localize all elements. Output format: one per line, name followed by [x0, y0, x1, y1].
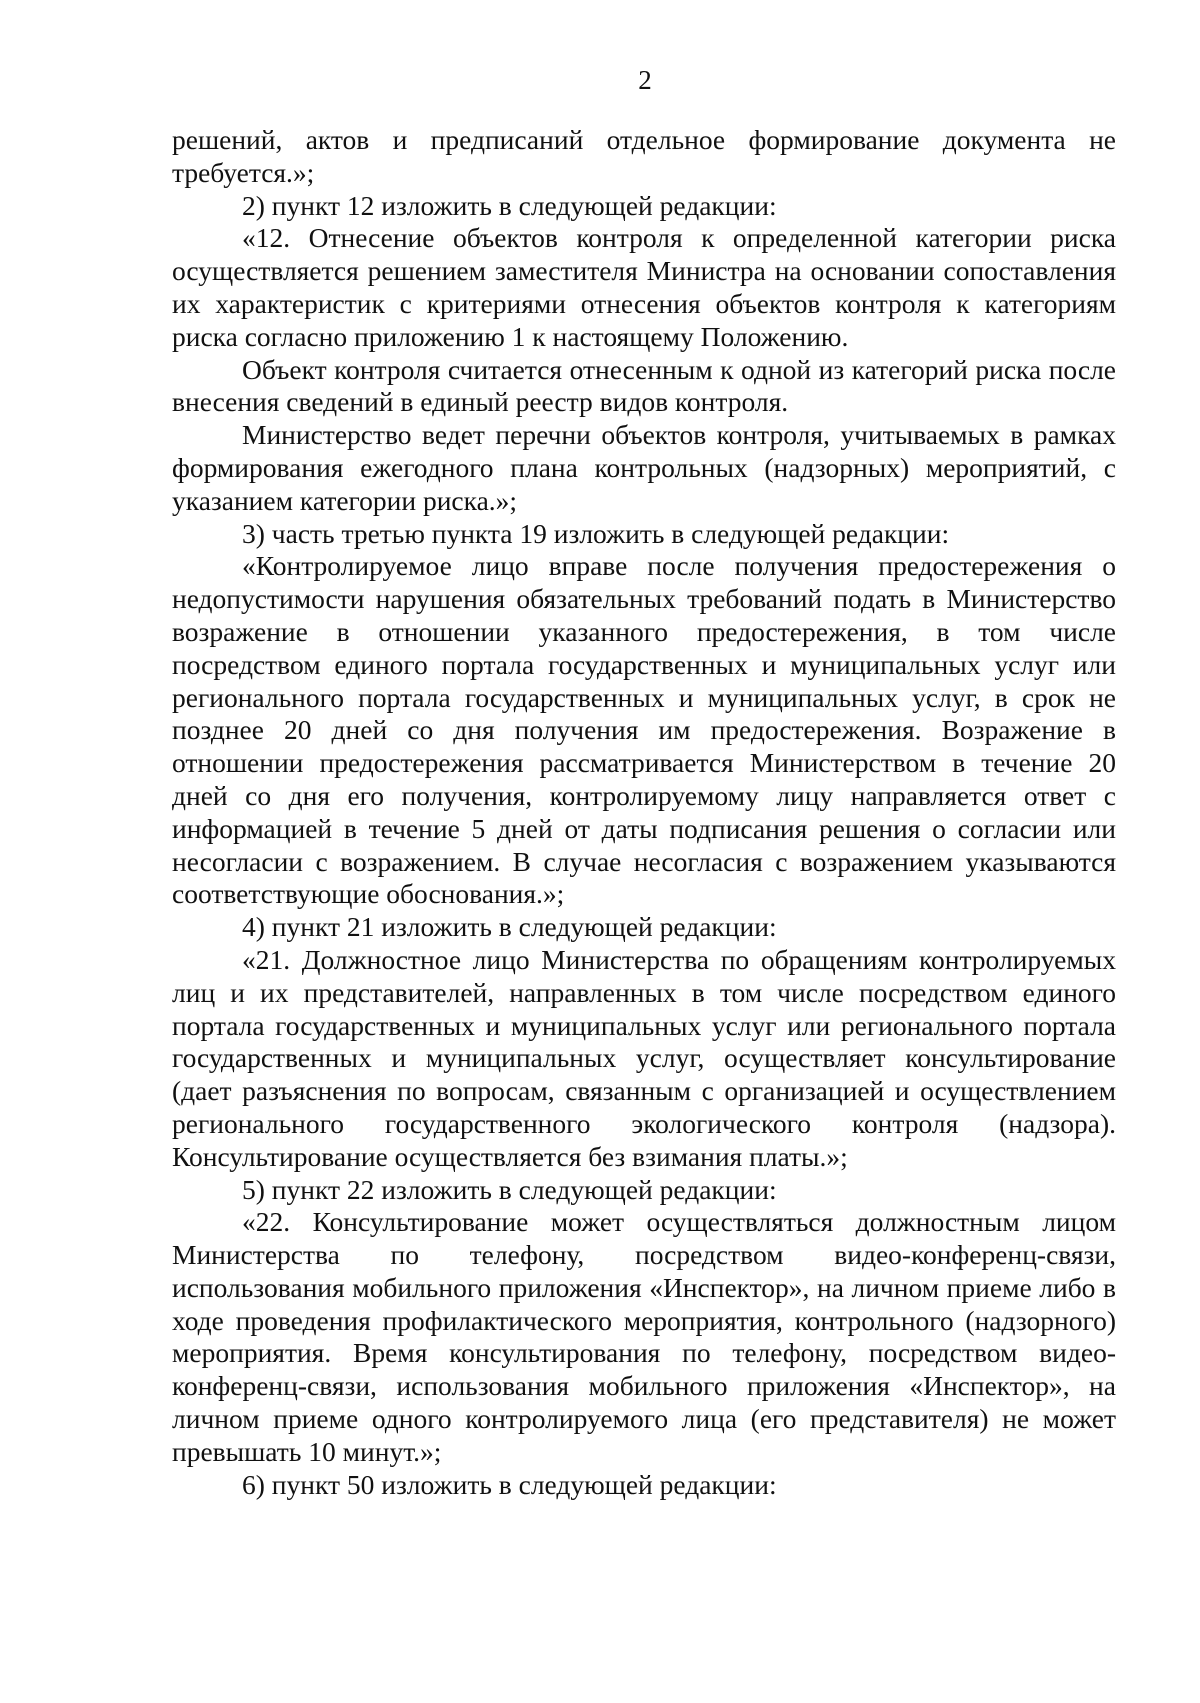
paragraph: 2) пункт 12 изложить в следующей редакции:: [242, 189, 777, 221]
paragraph: 4) пункт 21 изложить в следующей редакции:: [242, 911, 777, 943]
paragraph: «22. Консультирование может осуществляться должностным лицом Министерства по телефону, посредством видео-конференц-связи, использования мобильного приложения «Инспектор», на личном приеме либо в ходе проведения профилактического мероприятия, контрольного (надзорного) мероприятия. Время консультирования по телефону, посредством видео-конференц-связи, использования мобильного приложения «Инспектор», на личном приеме одного контролируемого лица (его представителя) не может превышать 10 минут.»;: [172, 1206, 1116, 1467]
paragraph: «Контролируемое лицо вправе после получения предостережения о недопустимости нарушения обязательных требований подать в Министерство возражение в отношении указанного предостережения, в том числе посредством единого портала государственных и муниципальных услуг или регионального портала государственных и муниципальных услуг, в срок не позднее 20 дней со дня получения им предостережения. Возражение в отношении предостережения рассматривается Министерством в течение 20 дней со дня его получения, контролируемому лицу направляется ответ с информацией в течение 5 дней от даты подписания решения о согласии или несогласии с возражением. В случае несогласия с возражением указываются соответствующие обоснования.»;: [172, 550, 1116, 910]
paragraph: 6) пункт 50 изложить в следующей редакции:: [242, 1468, 777, 1500]
paragraph: Министерство ведет перечни объектов контроля, учитываемых в рамках формирования ежегодного плана контрольных (надзорных) мероприятий, с указанием категории риска.»;: [172, 419, 1116, 516]
paragraph: 3) часть третью пункта 19 изложить в следующей редакции:: [242, 517, 950, 549]
page-number: 2: [638, 65, 652, 95]
paragraph: «21. Должностное лицо Министерства по обращениям контролируемых лиц и их представителей, направленных в том числе посредством единого портала государственных и муниципальных услуг или регионального портала государственных и муниципальных услуг, осуществляет консультирование (дает разъяснения по вопросам, связанным с организацией и осуществлением регионального государственного экологического контроля (надзора). Консультирование осуществляется без взимания платы.»;: [172, 943, 1116, 1172]
paragraph: решений, актов и предписаний отдельное формирование документа не требуется.»;: [172, 124, 1116, 188]
paragraph: «12. Отнесение объектов контроля к определенной категории риска осуществляется решением заместителя Министра на основании сопоставления их характеристик с критериями отнесения объектов контроля к категориям риска согласно приложению 1 к настоящему Положению.: [172, 222, 1116, 352]
paragraph: Объект контроля считается отнесенным к одной из категорий риска после внесения сведений в единый реестр видов контроля.: [172, 353, 1116, 418]
document-body: [172, 124, 1116, 1501]
paragraph: 5) пункт 22 изложить в следующей редакции:: [242, 1173, 777, 1205]
